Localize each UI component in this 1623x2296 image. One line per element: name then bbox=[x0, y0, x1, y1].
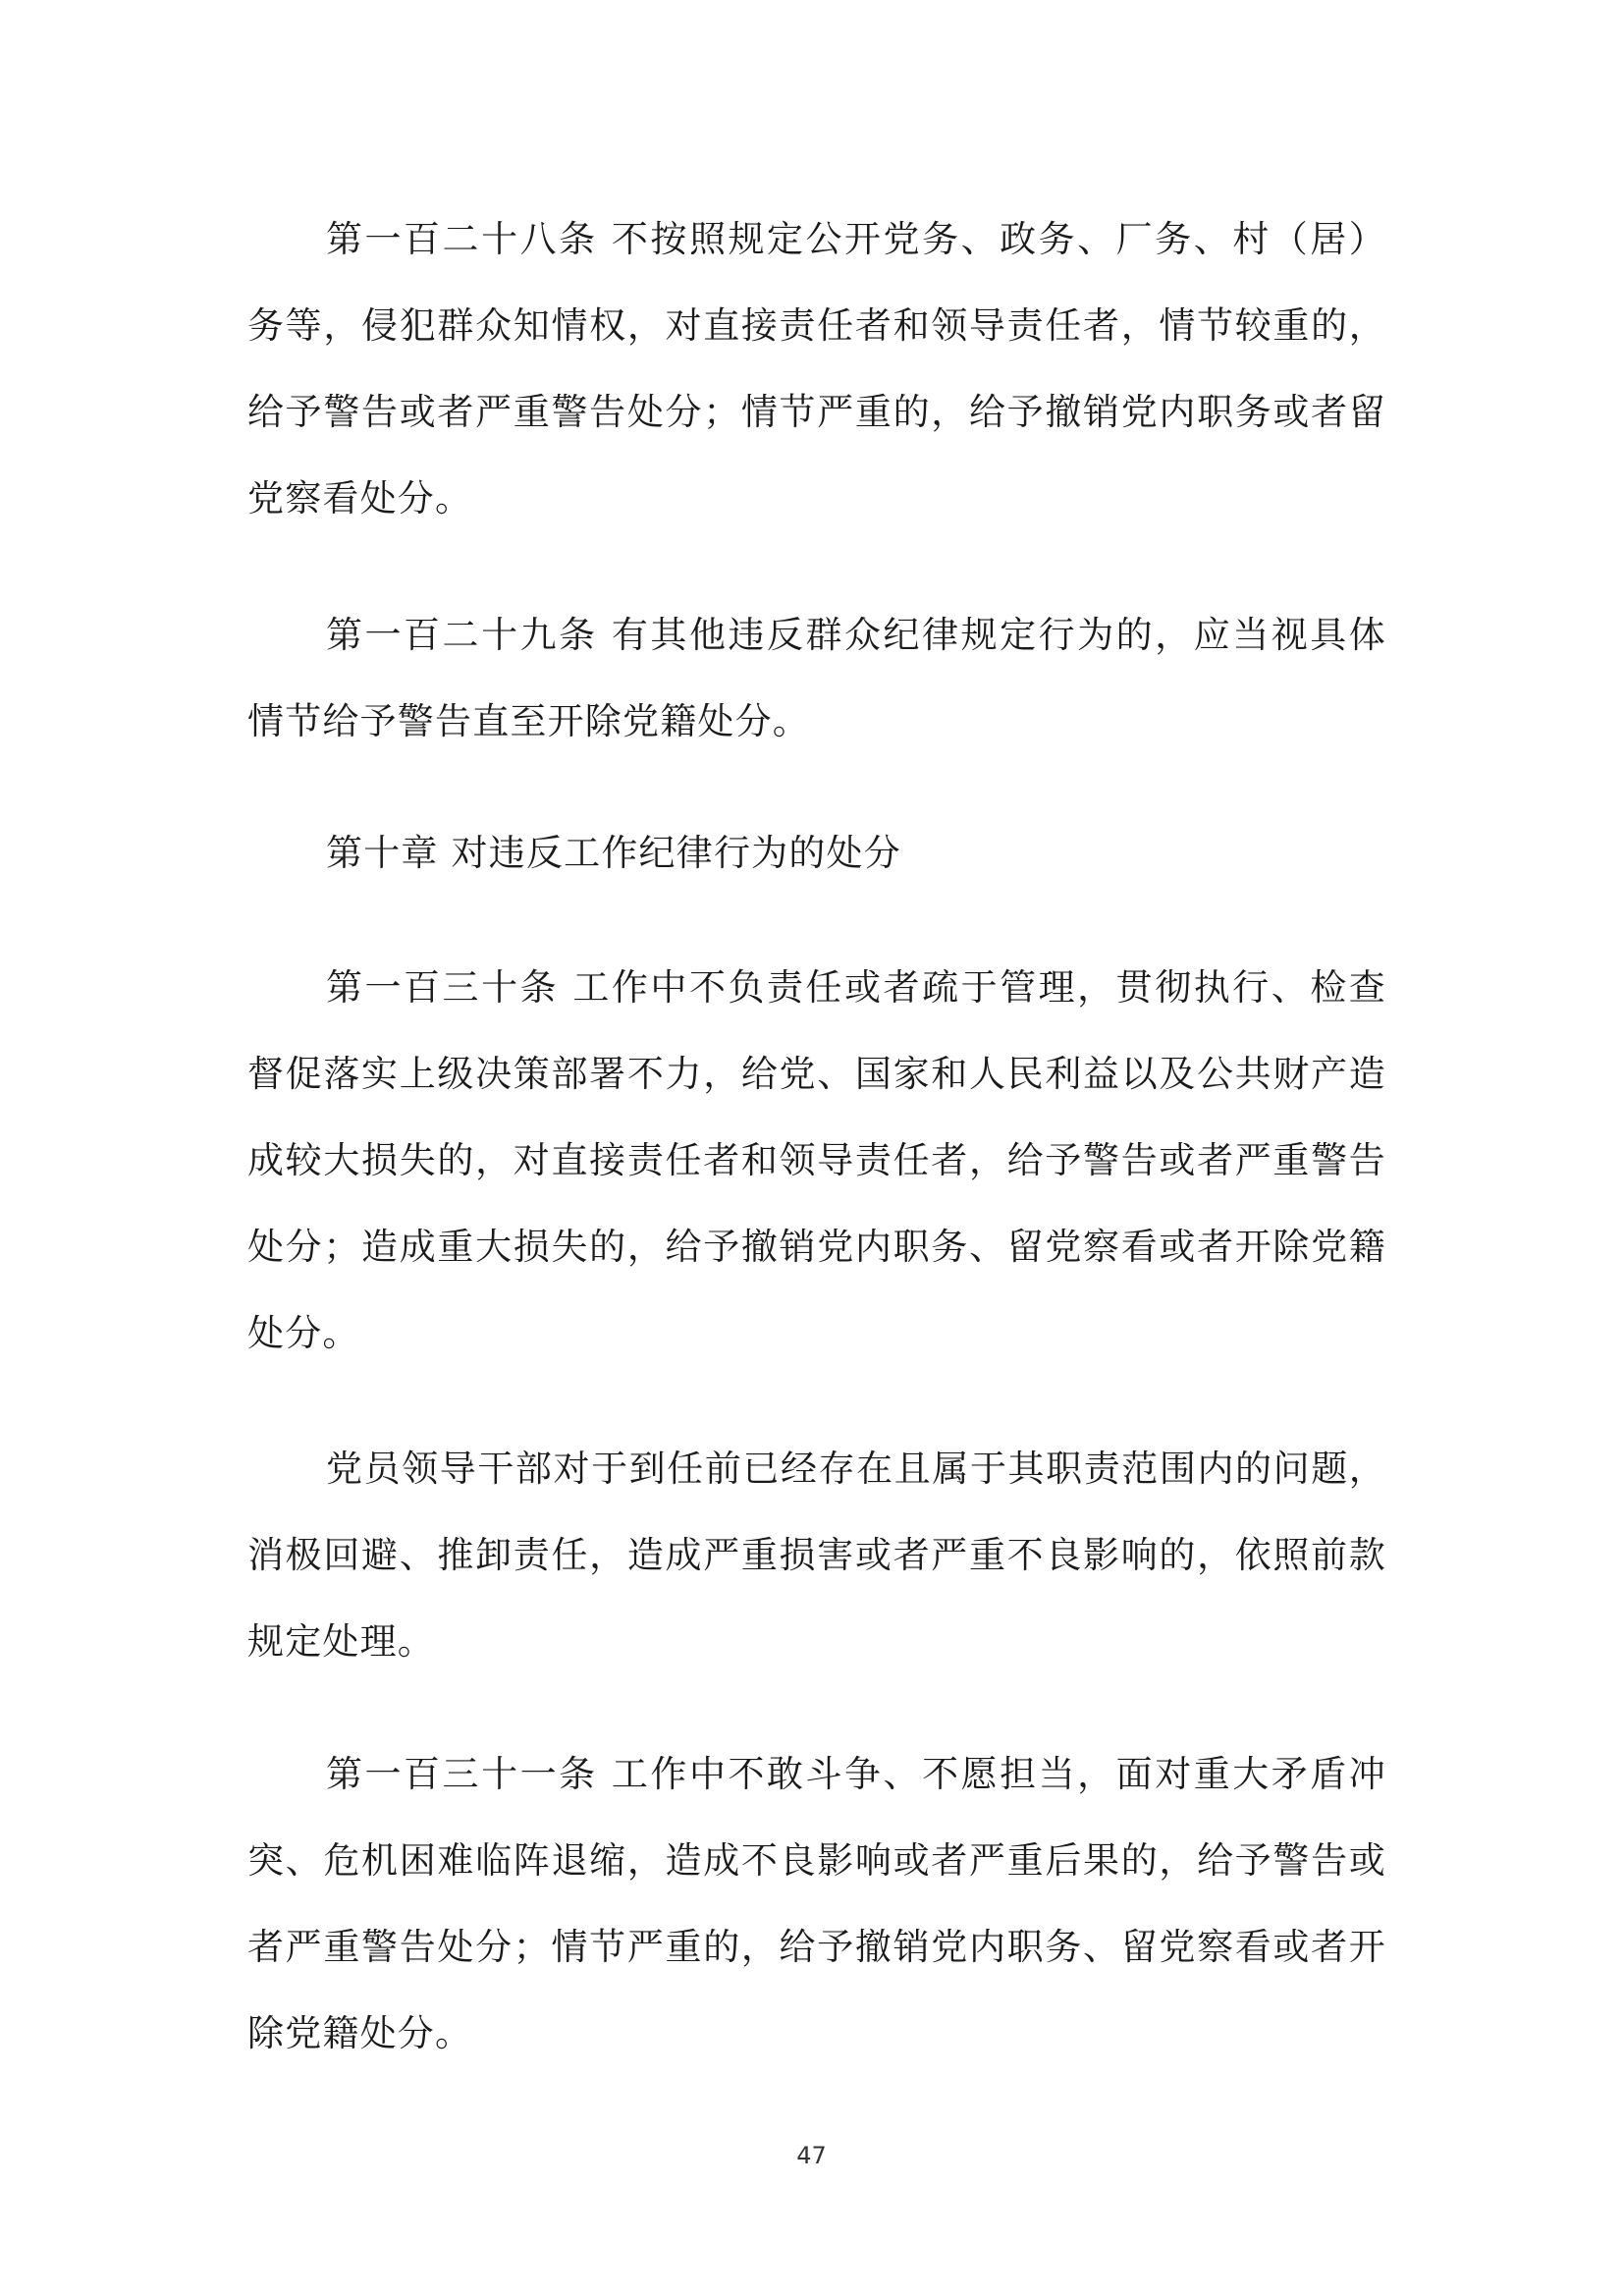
page-number: 47 bbox=[796, 2142, 827, 2169]
article-128-paragraph: 第一百二十八条 不按照规定公开党务、政务、厂务、村（居）务等，侵犯群众知情权，对直接责任者和领导责任者，情节较重的，给予警告或者严重警告处分；情节严重的，给予撤销党内职务或者留党察看处分。 bbox=[247, 218, 1386, 519]
article-130-paragraph: 第一百三十条 工作中不负责任或者疏于管理，贯彻执行、检查督促落实上级决策部署不力，给党、国家和人民利益以及公共财产造成较大损失的，对直接责任者和领导责任者，给予警告或者严重警告处分；造成重大损失的，给予撤销党内职务、留党察看或者开除党籍处分。 bbox=[247, 966, 1386, 1354]
chapter-10-heading: 第十章 对违反工作纪律行为的处分 bbox=[326, 832, 901, 874]
article-131-paragraph: 第一百三十一条 工作中不敢斗争、不愿担当，面对重大矛盾冲突、危机困难临阵退缩，造成不良影响或者严重后果的，给予警告或者严重警告处分；情节严重的，给予撤销党内职务、留党察看或者开除党籍处分。 bbox=[247, 1753, 1386, 2054]
article-129-paragraph: 第一百二十九条 有其他违反群众纪律规定行为的，应当视具体情节给予警告直至开除党籍处分。 bbox=[247, 614, 1386, 742]
article-130-second-paragraph: 党员领导干部对于到任前已经存在且属于其职责范围内的问题，消极回避、推卸责任，造成严重损害或者严重不良影响的，依照前款规定处理。 bbox=[247, 1448, 1386, 1663]
